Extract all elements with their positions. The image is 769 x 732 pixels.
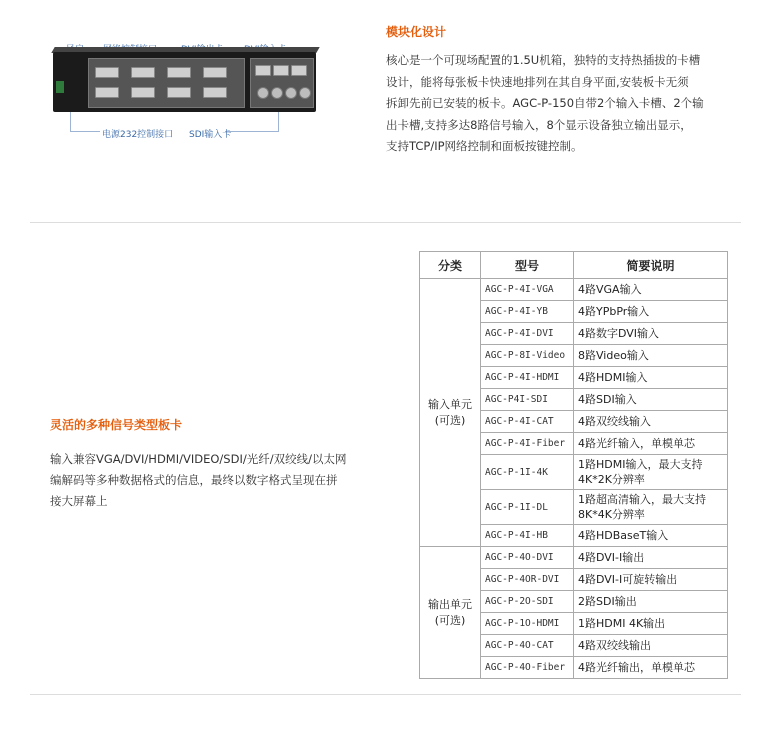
description-line: 4路HDMI输入 — [578, 371, 648, 384]
model-cell: AGC-P-1I-4K — [481, 455, 574, 490]
description-cell — [574, 525, 728, 547]
model-cell: AGC-P-4O-DVI — [481, 547, 574, 569]
description-line: 1路HDMI输入，最大支持 — [578, 458, 703, 471]
description-line: 4K*2K分辨率 — [578, 473, 645, 486]
description-cell — [574, 635, 728, 657]
description-cell — [574, 389, 728, 411]
description-line: 4路YPbPr输入 — [578, 305, 650, 318]
table-body — [420, 279, 728, 679]
input-card-slot — [250, 58, 314, 108]
category-label: (可选) — [434, 613, 466, 627]
description-line: 4路双绞线输出 — [578, 639, 651, 652]
description-cell — [574, 657, 728, 679]
desc-line: 出卡槽,支持多达8路信号输入，8个显示设备独立输出显示， — [386, 117, 692, 132]
description-cell — [574, 345, 728, 367]
description-line: 4路光纤输出，单模单芯 — [578, 661, 695, 674]
model-cell: AGC-P-2O-SDI — [481, 591, 574, 613]
model-cell: AGC-P4I-SDI — [481, 389, 574, 411]
device-rear-panel-figure — [40, 38, 340, 148]
desc-line: 编解码等多种数据格式的信息，最终以数字格式呈现在拼 — [50, 473, 338, 487]
desc-line: 拆卸先前已安装的板卡。AGC-P-150自带2个输入卡槽、2个输 — [386, 96, 704, 111]
description-line: 8K*4K分辨率 — [578, 508, 645, 521]
description-cell — [574, 569, 728, 591]
model-cell: AGC-P-8I-Video — [481, 345, 574, 367]
description-cell — [574, 323, 728, 345]
description-line: 4路HDBaseT输入 — [578, 529, 669, 542]
model-cell: AGC-P-4I-Fiber — [481, 433, 574, 455]
signal-cards-description — [50, 449, 390, 512]
description-line: 4路SDI输入 — [578, 393, 637, 406]
category-cell — [420, 279, 481, 547]
section-divider — [30, 222, 741, 223]
category-cell — [420, 547, 481, 679]
table-header-row — [420, 252, 728, 279]
table-row — [420, 547, 728, 569]
description-cell — [574, 547, 728, 569]
header-category: 分类 — [420, 252, 481, 279]
description-line: 4路DVI-I可旋转输出 — [578, 573, 678, 586]
description-cell — [574, 433, 728, 455]
header-model: 型号 — [481, 252, 574, 279]
description-cell — [574, 411, 728, 433]
model-cell: AGC-P-4I-HDMI — [481, 367, 574, 389]
signal-cards-title: 灵活的多种信号类型板卡 — [50, 418, 183, 432]
model-cell: AGC-P-4OR-DVI — [481, 569, 574, 591]
section-divider — [30, 694, 741, 695]
description-line: 4路双绞线输入 — [578, 415, 651, 428]
modular-design-description — [386, 50, 746, 158]
description-cell — [574, 490, 728, 525]
card-models-table — [419, 251, 728, 679]
description-cell — [574, 613, 728, 635]
model-cell: AGC-P-4I-YB — [481, 301, 574, 323]
category-label: 输出单元 — [428, 597, 472, 611]
description-line: 4路VGA输入 — [578, 283, 642, 296]
model-cell: AGC-P-4O-CAT — [481, 635, 574, 657]
description-line: 8路Video输入 — [578, 349, 649, 362]
model-cell: AGC-P-4I-DVI — [481, 323, 574, 345]
category-label: (可选) — [434, 413, 466, 427]
modular-design-title: 模块化设计 — [386, 25, 447, 39]
desc-line: 支持TCP/IP网络控制和面板按键控制。 — [386, 139, 583, 154]
description-cell — [574, 279, 728, 301]
model-cell: AGC-P-4O-Fiber — [481, 657, 574, 679]
callout-power-232-port: 电源232控制接口 — [102, 130, 174, 140]
desc-line: 设计，能将每张板卡快速地排列在其自身平面,安装板卡无须 — [386, 74, 689, 89]
description-cell — [574, 591, 728, 613]
description-line: 1路超高清输入，最大支持 — [578, 493, 706, 506]
model-cell: AGC-P-1O-HDMI — [481, 613, 574, 635]
description-line: 2路SDI输出 — [578, 595, 637, 608]
output-card-slot — [88, 58, 245, 108]
desc-line: 接大屏幕上 — [50, 494, 108, 508]
description-cell — [574, 367, 728, 389]
desc-line: 核心是一个可现场配置的1.5U机箱，独特的支持热插拔的卡槽 — [386, 53, 701, 67]
description-line: 4路光纤输入，单模单芯 — [578, 437, 695, 450]
category-label: 输入单元 — [428, 397, 472, 411]
description-line: 4路数字DVI输入 — [578, 327, 660, 340]
model-cell: AGC-P-4I-VGA — [481, 279, 574, 301]
model-cell: AGC-P-4I-CAT — [481, 411, 574, 433]
callout-sdi-input-card: SDI输入卡 — [189, 130, 232, 140]
description-line: 1路HDMI 4K输出 — [578, 617, 666, 630]
desc-line: 输入兼容VGA/DVI/HDMI/VIDEO/SDI/光纤/双绞线/以太网 — [50, 452, 347, 466]
model-cell: AGC-P-1I-DL — [481, 490, 574, 525]
table-row — [420, 279, 728, 301]
power-terminal-block — [56, 81, 64, 93]
description-cell — [574, 301, 728, 323]
header-description: 简要说明 — [574, 252, 728, 279]
description-cell — [574, 455, 728, 490]
model-cell: AGC-P-4I-HB — [481, 525, 574, 547]
description-line: 4路DVI-I输出 — [578, 551, 645, 564]
